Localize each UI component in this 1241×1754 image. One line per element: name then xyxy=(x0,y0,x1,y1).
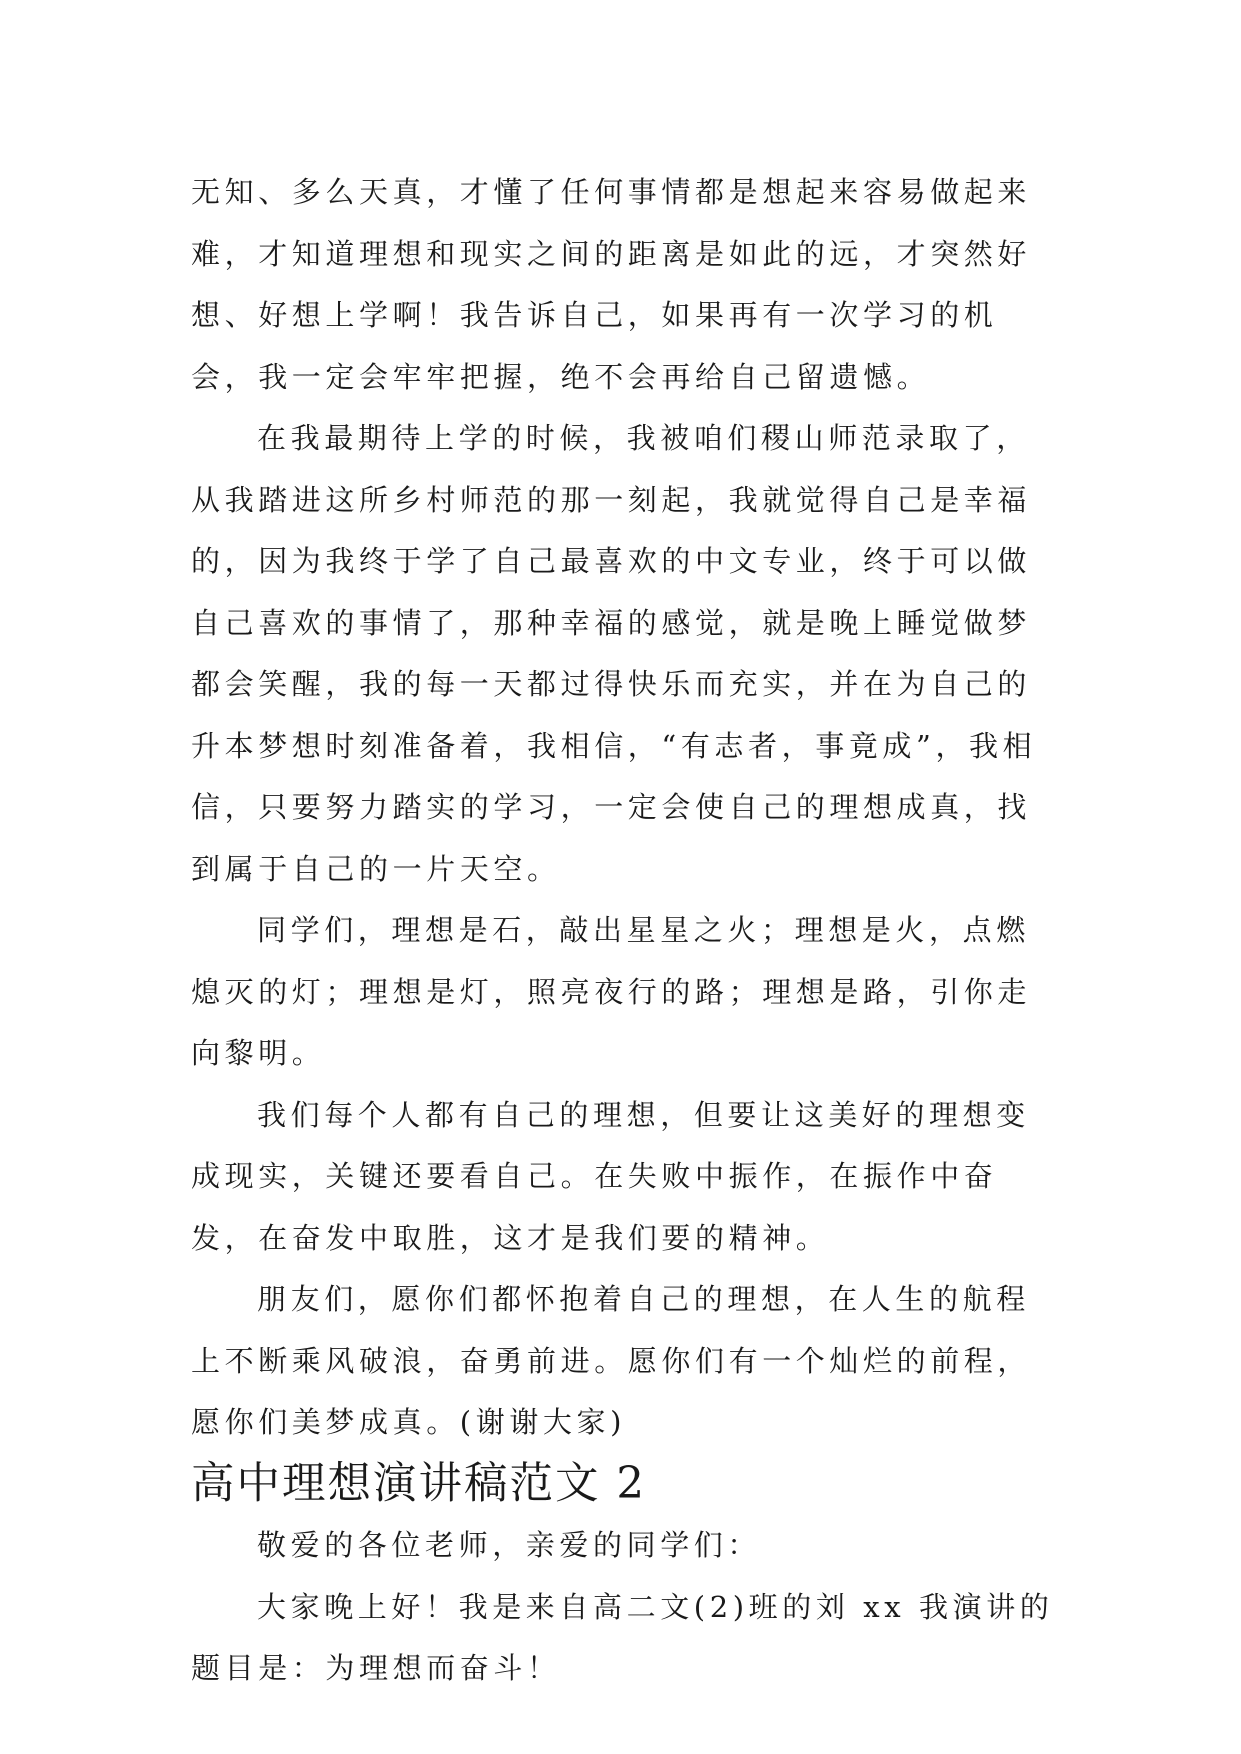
document-body xyxy=(191,162,1061,1700)
speech-intro: 大家晚上好！我是来自高二文(2)班的刘 xx 我演讲的题目是：为理想而奋斗！ xyxy=(191,1589,1054,1685)
speech-greeting: 敬爱的各位老师，亲爱的同学们： xyxy=(257,1528,762,1562)
paragraph-ideal-metaphor: 同学们，理想是石，敲出星星之火；理想是火，点燃熄灭的灯；理想是灯，照亮夜行的路；理想是路，引你走向黎明。 xyxy=(191,913,1032,1070)
section-title: 高中理想演讲稿范文 2 xyxy=(191,1458,647,1509)
paragraph-closing: 朋友们，愿你们都怀抱着自己的理想，在人生的航程上不断乘风破浪，奋勇前进。愿你们有一个灿烂的前程，愿你们美梦成真。(谢谢大家) xyxy=(191,1282,1032,1439)
paragraph-admission: 在我最期待上学的时候，我被咱们稷山师范录取了，从我踏进这所乡村师范的那一刻起，我就觉得自己是幸福的，因为我终于学了自己最喜欢的中文专业，终于可以做自己喜欢的事情了，那种幸福的感觉，就是晚上睡觉做梦都会笑醒，我的每一天都过得快乐而充实，并在为自己的升本梦想时刻准备着，我相信，“有志者，事竟成”，我相信，只要努力踏实的学习，一定会使自己的理想成真，找到属于自己的一片天空。 xyxy=(191,421,1037,886)
paragraph-ideal-reality: 我们每个人都有自己的理想，但要让这美好的理想变成现实，关键还要看自己。在失败中振作，在振作中奋发，在奋发中取胜，这才是我们要的精神。 xyxy=(191,1097,1030,1255)
paragraph-continuation: 无知、多么天真，才懂了任何事情都是想起来容易做起来难，才知道理想和现实之间的距离是如此的远，才突然好想、好想上学啊！我告诉自己，如果再有一次学习的机会，我一定会牢牢把握，绝不会再给自己留遗憾。 xyxy=(191,175,1032,394)
